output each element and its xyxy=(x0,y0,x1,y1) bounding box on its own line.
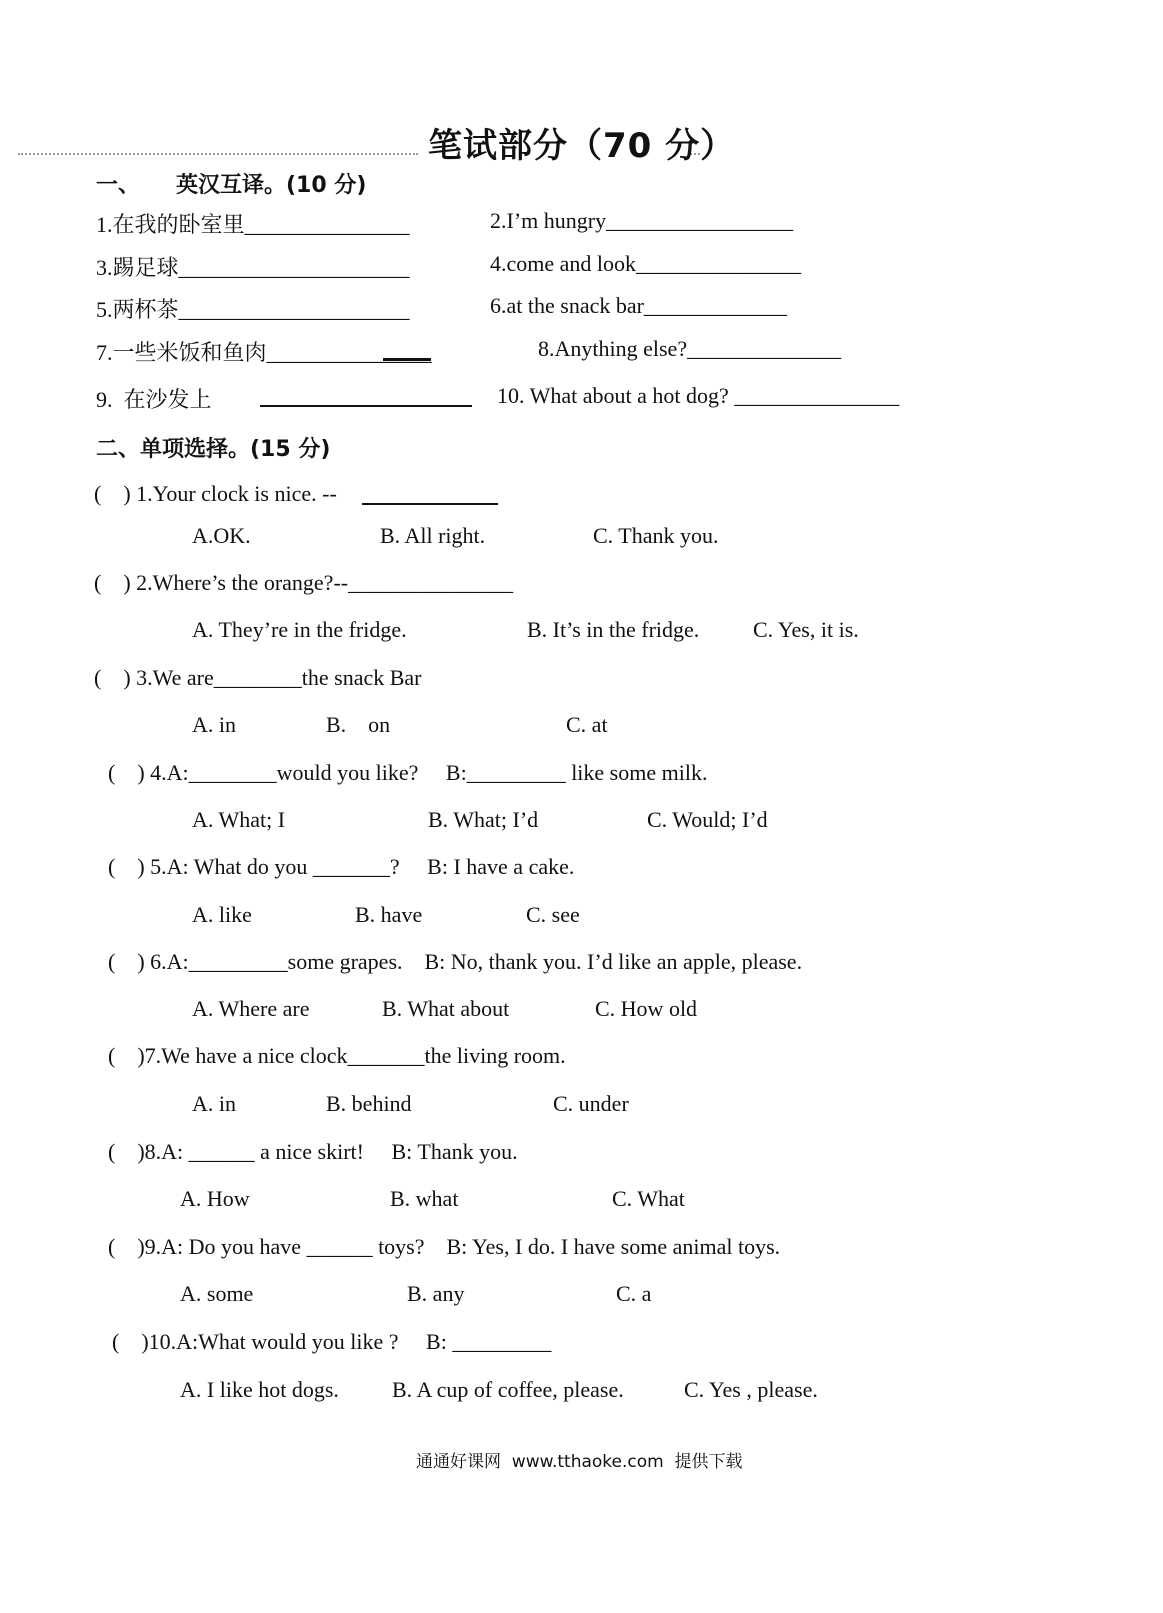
s1-item-10: 10. What about a hot dog? _______________ xyxy=(497,383,900,408)
section1-heading-number: 一、 xyxy=(96,173,141,198)
s2-q1-option-c: C. Thank you. xyxy=(593,523,719,548)
s2-q2-option-c: C. Yes, it is. xyxy=(753,617,859,642)
s2-question-7: ( )7.We have a nice clock_______the living room. xyxy=(108,1043,566,1068)
s2-q4-option-b: B. What; I’d xyxy=(428,807,539,832)
s2-question-1: ( ) 1.Your clock is nice. -- xyxy=(94,481,337,506)
s2-q8-option-c: C. What xyxy=(612,1186,685,1211)
s2-question-8: ( )8.A: ______ a nice skirt! B: Thank you. xyxy=(108,1139,518,1164)
s1-item-8: 8.Anything else?______________ xyxy=(538,336,842,361)
s2-q10-option-a: A. I like hot dogs. xyxy=(180,1377,339,1402)
s2-q4-option-a: A. What; I xyxy=(192,807,286,832)
s2-q9-option-a: A. some xyxy=(180,1281,254,1306)
s2-q8-option-b: B. what xyxy=(390,1186,459,1211)
s2-q1-option-a: A.OK. xyxy=(192,523,251,548)
s2-q7-option-c: C. under xyxy=(553,1091,629,1116)
s2-q10-option-c: C. Yes , please. xyxy=(684,1377,818,1402)
s2-question-4: ( ) 4.A:________would you like? B:_________ like some milk. xyxy=(108,760,708,785)
s2-question-5: ( ) 5.A: What do you _______? B: I have a cake. xyxy=(108,854,575,879)
s2-q3-option-a: A. in xyxy=(192,712,236,737)
s2-question-3: ( ) 3.We are________the snack Bar xyxy=(94,665,422,690)
s2-q4-option-c: C. Would; I’d xyxy=(647,807,768,832)
dotted-rule-left xyxy=(18,153,418,157)
s2-q6-option-c: C. How old xyxy=(595,996,698,1021)
answer-line xyxy=(260,405,472,407)
s1-item-7: 7.一些米饭和鱼肉_______________ xyxy=(96,340,432,365)
s2-q3-option-c: C. at xyxy=(566,712,608,737)
s2-q5-option-c: C. see xyxy=(526,902,580,927)
section2-heading: 二、单项选择。(15 分) xyxy=(96,437,331,462)
s1-item-1: 1.在我的卧室里_______________ xyxy=(96,212,410,237)
s2-q9-option-c: C. a xyxy=(616,1281,652,1306)
s1-item-9: 9. 在沙发上 xyxy=(96,387,212,412)
s2-question-6: ( ) 6.A:_________some grapes. B: No, thank you. I’d like an apple, please. xyxy=(108,949,803,974)
s1-item-6: 6.at the snack bar_____________ xyxy=(490,293,787,318)
s1-item-3: 3.踢足球_____________________ xyxy=(96,255,410,280)
s2-q1-option-b: B. All right. xyxy=(380,523,486,548)
s2-q3-option-b: B. on xyxy=(326,712,391,737)
s2-q2-option-a: A. They’re in the fridge. xyxy=(192,617,407,642)
s2-question-2: ( ) 2.Where’s the orange?--_______________ xyxy=(94,570,514,595)
s1-item-5: 5.两杯茶_____________________ xyxy=(96,297,410,322)
s2-q10-option-b: B. A cup of coffee, please. xyxy=(392,1377,624,1402)
s2-q5-option-b: B. have xyxy=(355,902,423,927)
s2-q6-option-b: B. What about xyxy=(382,996,510,1021)
s2-question-10: ( )10.A:What would you like ? B: _________ xyxy=(112,1329,552,1354)
answer-line xyxy=(362,503,498,505)
footer-credit: 通通好课网 www.tthaoke.com 提供下载 xyxy=(416,1452,743,1472)
section1-heading: 英汉互译。(10 分) xyxy=(176,173,367,198)
s1-item-2: 2.I’m hungry_________________ xyxy=(490,208,794,233)
s2-q6-option-a: A. Where are xyxy=(192,996,310,1021)
s2-q9-option-b: B. any xyxy=(407,1281,465,1306)
s2-q2-option-b: B. It’s in the fridge. xyxy=(527,617,700,642)
page-title: 笔试部分（70 分） xyxy=(428,126,736,166)
answer-line xyxy=(383,358,431,361)
s1-item-4: 4.come and look_______________ xyxy=(490,251,802,276)
s2-question-9: ( )9.A: Do you have ______ toys? B: Yes, I do. I have some animal toys. xyxy=(108,1234,781,1259)
s2-q7-option-b: B. behind xyxy=(326,1091,412,1116)
s2-q7-option-a: A. in xyxy=(192,1091,236,1116)
s2-q8-option-a: A. How xyxy=(180,1186,250,1211)
s2-q5-option-a: A. like xyxy=(192,902,252,927)
